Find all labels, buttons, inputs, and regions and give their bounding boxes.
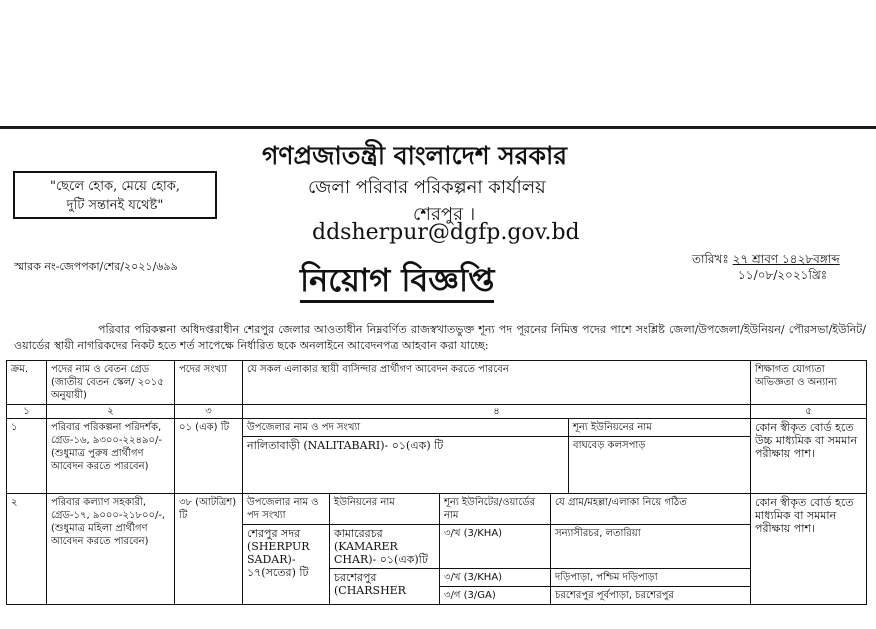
slogan-line-1: "ছেলে হোক, মেয়ে হোক, [49,179,180,194]
row1-area [243,419,751,494]
slogan-box [13,171,217,219]
row2-unit-2a: ৩/খ (3/KHA) [440,569,551,587]
col-number: ২ [47,405,175,419]
row2-village-2b: চরশেরপুর পূর্বপাড়া, চরশেরপুর [555,590,674,601]
row2-post: পরিবার কল্যাণ সহকারী, গ্রেড-১৭, ৯০০০-২১৮০০/-, (শুধুমাত্র মহিলা প্রার্থীগণ আবেদন করতে পারবেন) [47,494,175,605]
col-number: ১ [7,405,47,419]
date-english: ১১/০৮/২০২১খ্রিঃ [738,268,828,282]
table-number-row [7,405,867,419]
row1-sub-head-union: শূন্য ইউনিয়নের নাম [569,419,750,437]
row2-sub-head-unit: শূন্য ইউনিটের/ওয়ার্ডের নাম [440,494,551,525]
vacancy-table [6,360,867,605]
row1-post: পরিবার পরিকল্পনা পরিদর্শক, গ্রেড-১৬, ৯৩০০-২২৪৯০/- (শুধুমাত্র পুরুষ প্রার্থীগণ আবেদন করতে পারবেন) [47,419,175,494]
row2-upazila: শেরপুর সদর (SHERPUR SADAR)- ১৭(সতের) টি [243,525,330,604]
row2-sub-head-village: যে গ্রাম/মহল্লা/এলাকা নিয়ে গঠিত [551,494,750,525]
row2-sub-head-union: ইউনিয়নের নাম [330,494,440,525]
header-count: পদের সংখ্যা [175,361,243,405]
row1-count: ০১ (এক) টি [175,419,243,494]
col-number: ৫ [751,405,867,419]
table-row [7,419,867,494]
row2-sl: ২ [7,494,47,605]
date-block [692,251,840,283]
header-qualification: শিক্ষাগত যোগ্যতা অভিজ্ঞতা ও অন্যান্য [751,361,867,405]
government-title: গণপ্রজাতন্ত্রী বাংলাদেশ সরকার [262,141,567,170]
row1-sl: ১ [7,419,47,494]
header-sl: ক্রম. [7,361,47,405]
row2-unit-1: ৩/খ (3/KHA) [440,525,551,569]
row2-village-2a: দড়িপাড়া, পশ্চিম দড়িপাড়া [551,569,750,587]
office-name: জেলা পরিবার পরিকল্পনা কার্যালয় [308,177,546,198]
row2-union-2: চরশেরপুর (CHARSHER [330,569,440,604]
header-post: পদের নাম ও বেতন গ্রেড (জাতীয় বেতন স্কেল/ ২০১৫ অনুযায়ী) [47,361,175,405]
row2-qualification: কোন স্বীকৃত বোর্ড হতে মাধ্যমিক বা সমমান পরীক্ষায় পাশ। [751,494,867,605]
row2-village-1: সন্যাসীরচর, লতারিয়া [551,525,750,569]
row2-count: ৩৮ (আটত্রিশ) টি [175,494,243,605]
row2-sub-head-upazila: উপজেলার নাম ও পদ সংখ্যা [243,494,330,525]
top-rule [0,126,876,129]
memo-number: স্মারক নং-জেপপকা/শের/২০২১/৬৯৯ [14,260,178,273]
office-email: ddsherpur@dgfp.gov.bd [312,220,580,245]
district-name: শেরপুর । [413,204,476,225]
row1-sub-head-upazila: উপজেলার নাম ও পদ সংখ্যা [243,419,569,437]
row1-qualification: কোন স্বীকৃত বোর্ড হতে উচ্চ মাধ্যমিক বা সমমান পরীক্ষায় পাশ। [751,419,867,494]
row2-union-1: কামারেরচর (KAMARER CHAR)- ০১(এক)টি [330,525,440,569]
page-title: নিয়োগ বিজ্ঞপ্তি [300,260,494,303]
header-area: যে সকল এলাকার স্থায়ী বাসিন্দার প্রার্থীগণ আবেদন করতে পারবেন [243,361,751,405]
date-label: তারিখঃ [692,252,729,266]
row2-unit-2b: ৩/গ (3/GA) [440,587,551,604]
date-bangla: ২৭ শ্রাবণ ১৪২৮বঙ্গাব্দ [732,252,840,266]
col-number: ৩ [175,405,243,419]
table-header-row [7,361,867,405]
col-number: ৪ [243,405,751,419]
intro-paragraph: পরিবার পরিকল্পনা অধিদপ্তরাধীন শেরপুর জেলার আওতাধীন নিম্নবর্ণিত রাজস্বখাতভুক্ত শূন্য পদ পূরনের নিমিত্ত পদের পাশে সংশ্লিষ্ট জেলা/উপজেলা/ইউনিয়ন/ পৌরসভা/ইউনিট/ওয়ার্ডের স্থায়ী নাগরিকদের নিকট হতে শর্ত সাপেক্ষে নির্ধারিত ছকে অনলাইনে আবেদনপত্র আহবান করা যাচ্ছে: [14,323,866,352]
row1-union: বাঘবেড় কলসপাড় [573,440,646,451]
row1-upazila: নালিতাবাড়ী (NALITABARI)- ০১(এক) টি [243,437,569,493]
slogan-line-2: দুটি সন্তানই যথেষ্ট" [66,198,164,213]
table-row [7,494,867,605]
row2-area [243,494,751,605]
